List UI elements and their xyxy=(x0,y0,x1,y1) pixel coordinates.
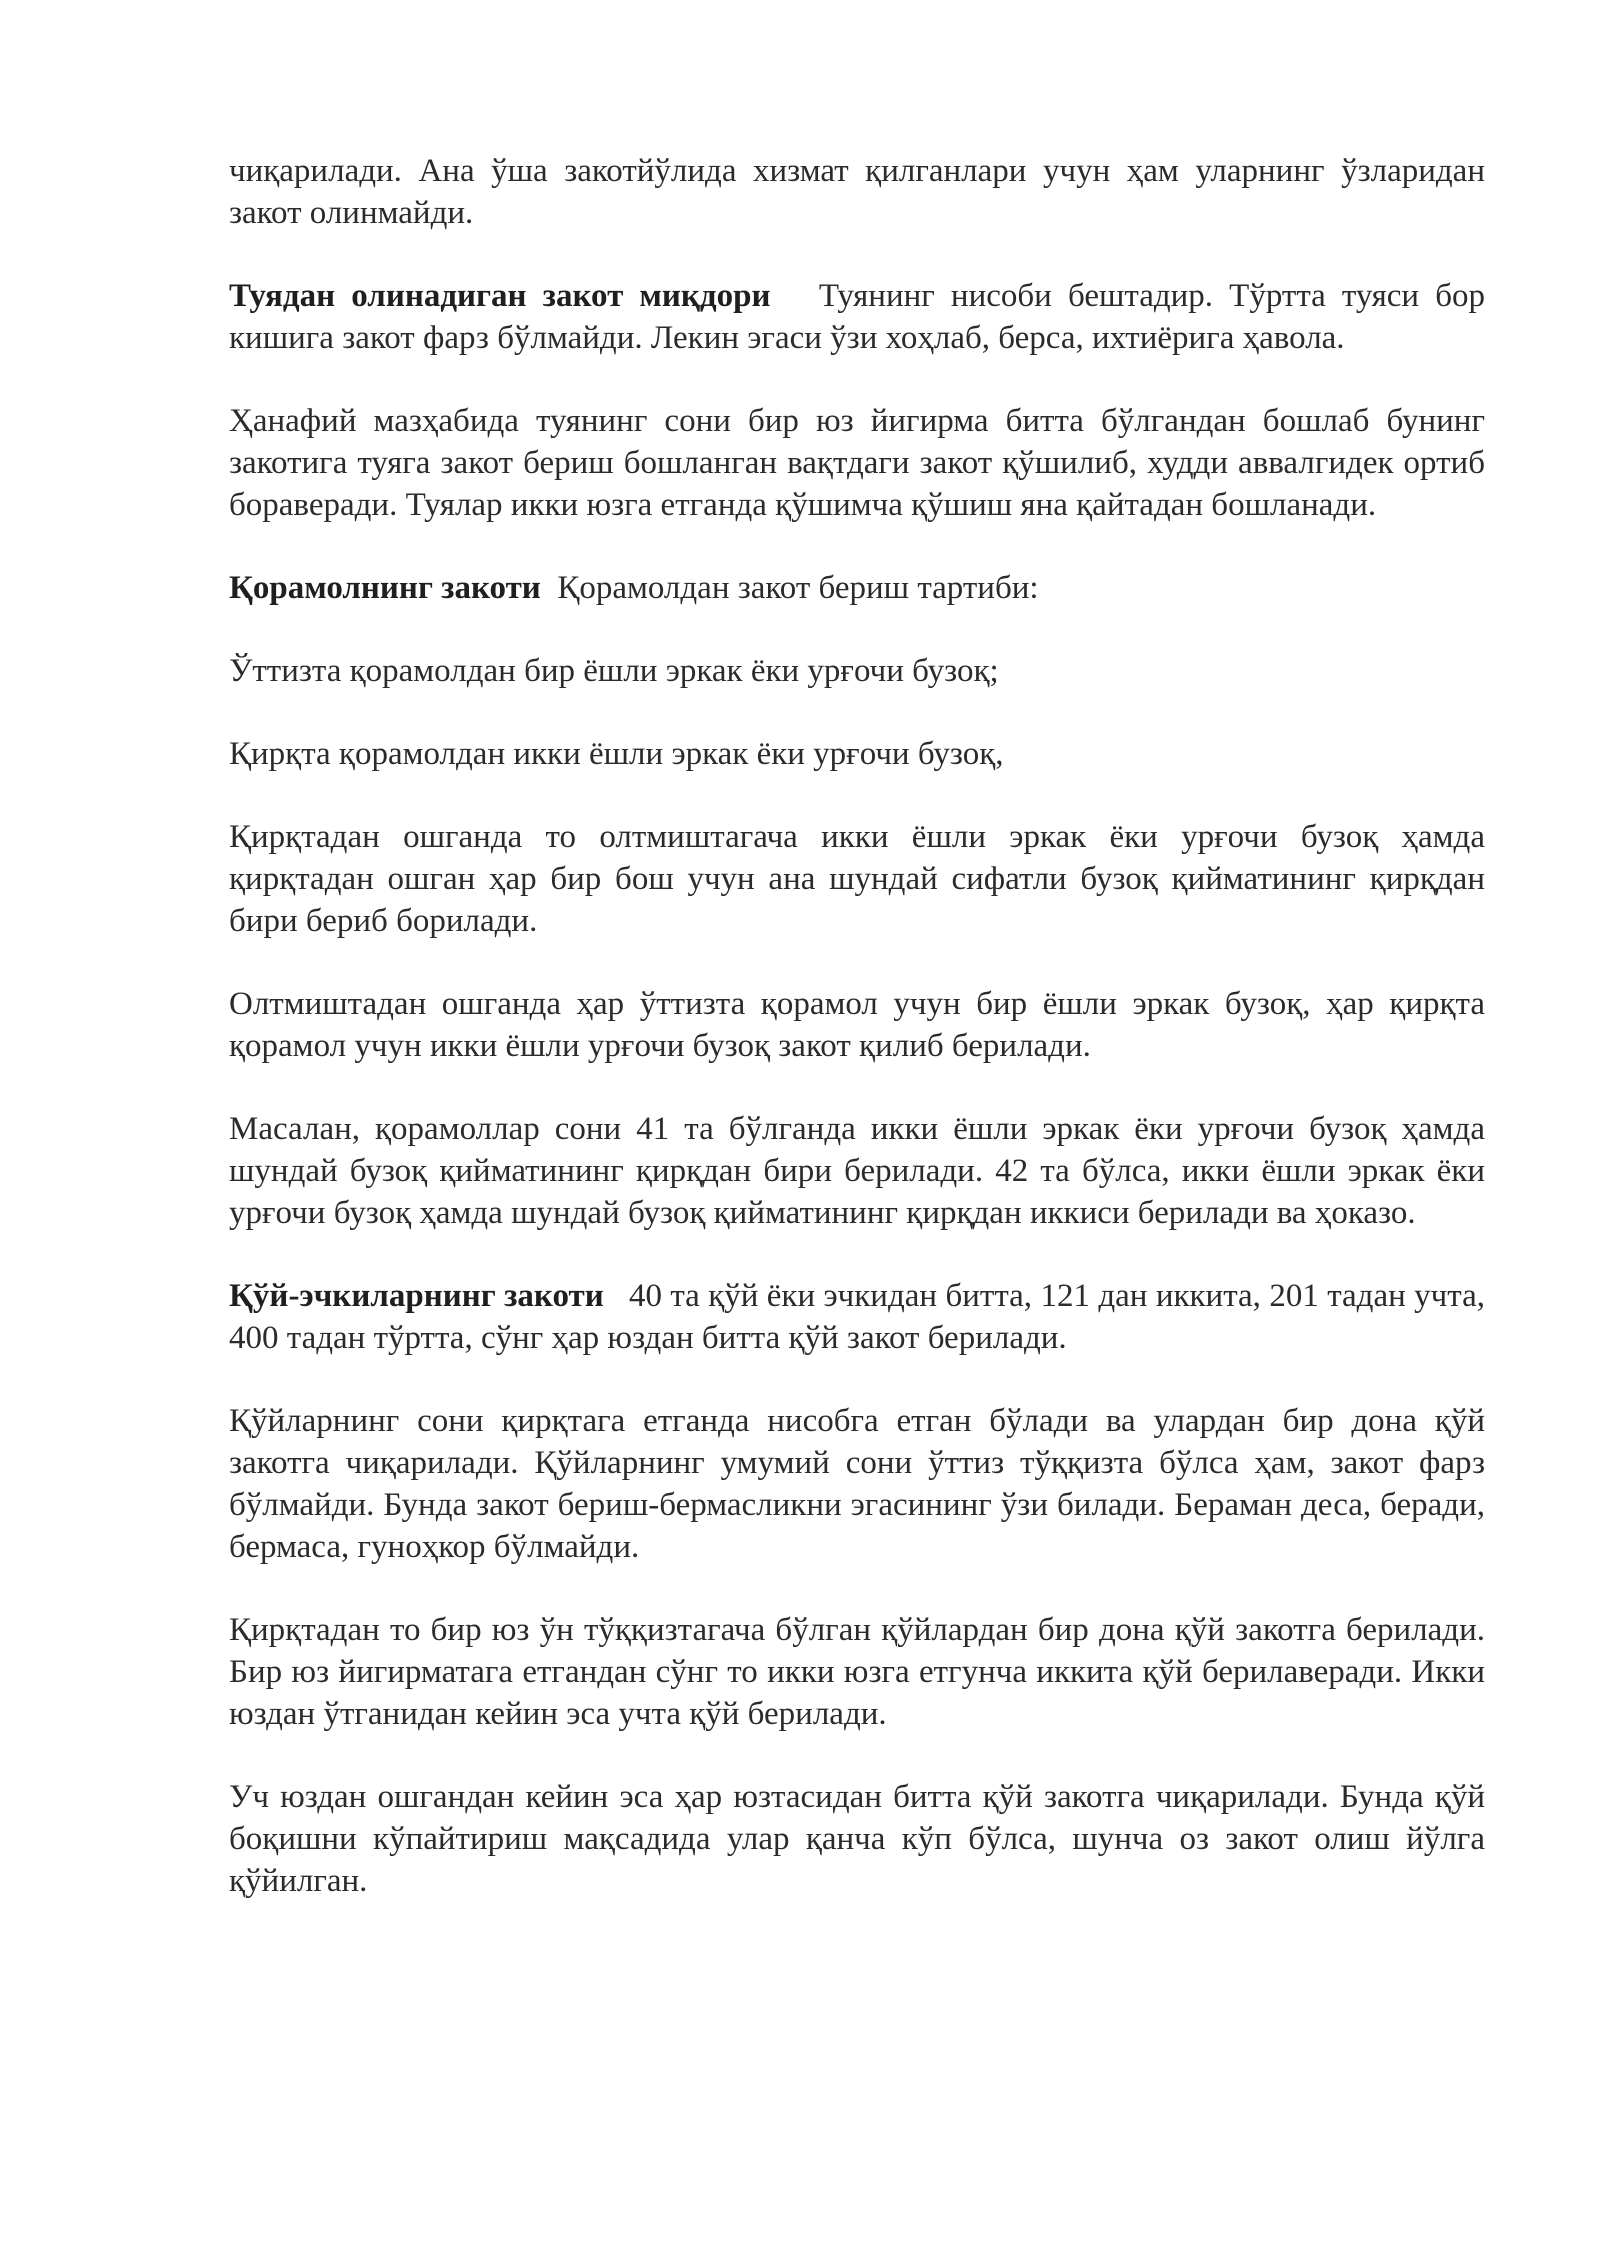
paragraph-text: Қўйларнинг сони қирқтага етганда нисобга етган бўлади ва улардан бир дона қўй закотга чиқарилади. Қўйларнинг умумий сони ўттиз тўққизта бўлса ҳам, закот фарз бўлмайди. Бунда закот бериш-бермасликни эгасининг ўзи билади. Бераман деса, беради, бермаса, гуноҳкор бўлмайди. xyxy=(229,1403,1485,1565)
paragraph-text: 40 та қўй ёки эчкидан битта, 121 дан иккита, 201 тадан учта, 400 тадан тўртта, сўнг ҳар юздан битта қўй закот берилади. xyxy=(229,1278,1485,1356)
paragraph-1 xyxy=(229,150,1485,234)
paragraph-text: Қорамолдан закот бериш тартиби: xyxy=(557,570,1039,606)
paragraph-11 xyxy=(229,1400,1485,1568)
section-heading-sheep-goat-zakat: Қўй-эчкиларнинг закоти xyxy=(229,1278,604,1314)
paragraph-8 xyxy=(229,983,1485,1067)
paragraph-3 xyxy=(229,400,1485,526)
paragraph-text: чиқарилади. Ана ўша закотйўлида хизмат қилганлари учун ҳам уларнинг ўзларидан закот олинмайди. xyxy=(229,153,1485,231)
document-page xyxy=(229,150,1485,1943)
paragraph-6 xyxy=(229,733,1485,775)
paragraph-text: Қирқта қорамолдан икки ёшли эркак ёки урғочи бузоқ, xyxy=(229,736,1004,772)
paragraph-5 xyxy=(229,650,1485,692)
paragraph-text: Ўттизта қорамолдан бир ёшли эркак ёки урғочи бузоқ; xyxy=(229,653,999,689)
paragraph-9 xyxy=(229,1108,1485,1234)
paragraph-7 xyxy=(229,816,1485,942)
paragraph-text: Масалан, қорамоллар сони 41 та бўлганда икки ёшли эркак ёки урғочи бузоқ ҳамда шундай бузоқ қийматининг қирқдан бири берилади. 42 та бўлса, икки ёшли эркак ёки урғочи бузоқ ҳамда шундай бузоқ қийматининг қирқдан иккиси берилади ва ҳоказо. xyxy=(229,1111,1485,1231)
paragraph-text: Қирқтадан ошганда то олтмиштагача икки ёшли эркак ёки урғочи бузоқ ҳамда қирқтадан ошган ҳар бир бош учун ана шундай сифатли бузоқ қийматининг қирқдан бири бериб борилади. xyxy=(229,819,1485,939)
heading-spacer xyxy=(541,570,558,606)
paragraph-text: Олтмиштадан ошганда ҳар ўттизта қорамол учун бир ёшли эркак бузоқ, ҳар қирқта қорамол учун икки ёшли урғочи бузоқ закот қилиб берилади. xyxy=(229,986,1485,1064)
section-heading-camel-zakat: Туядан олинадиган закот миқдори xyxy=(229,278,771,314)
paragraph-13 xyxy=(229,1776,1485,1902)
paragraph-text: Қирқтадан то бир юз ўн тўққизтагача бўлган қўйлардан бир дона қўй закотга берилади. Бир юз йигирматага етгандан сўнг то икки юзга етгунча иккита қўй берилаверади. Икки юздан ўтганидан кейин эса учта қўй берилади. xyxy=(229,1612,1485,1732)
paragraph-4 xyxy=(229,567,1485,609)
section-heading-cattle-zakat: Қорамолнинг закоти xyxy=(229,570,541,606)
paragraph-2 xyxy=(229,275,1485,359)
heading-spacer xyxy=(771,278,819,314)
paragraph-10 xyxy=(229,1275,1485,1359)
paragraph-text: Уч юздан ошгандан кейин эса ҳар юзтасидан битта қўй закотга чиқарилади. Бунда қўй боқишни кўпайтириш мақсадида улар қанча кўп бўлса, шунча оз закот олиш йўлга қўйилган. xyxy=(229,1779,1485,1899)
paragraph-text: Туянинг нисоби бештадир. Тўртта туяси бор кишига закот фарз бўлмайди. Лекин эгаси ўзи хоҳлаб, берса, ихтиёрига ҳавола. xyxy=(229,278,1486,356)
heading-spacer xyxy=(604,1278,629,1314)
paragraph-text: Ҳанафий мазҳабида туянинг сони бир юз йигирма битта бўлгандан бошлаб бунинг закотига туяга закот бериш бошланган вақтдаги закот қўшилиб, худди аввалгидек ортиб бораверади. Туялар икки юзга етганда қўшимча қўшиш яна қайтадан бошланади. xyxy=(229,403,1485,523)
paragraph-12 xyxy=(229,1609,1485,1735)
